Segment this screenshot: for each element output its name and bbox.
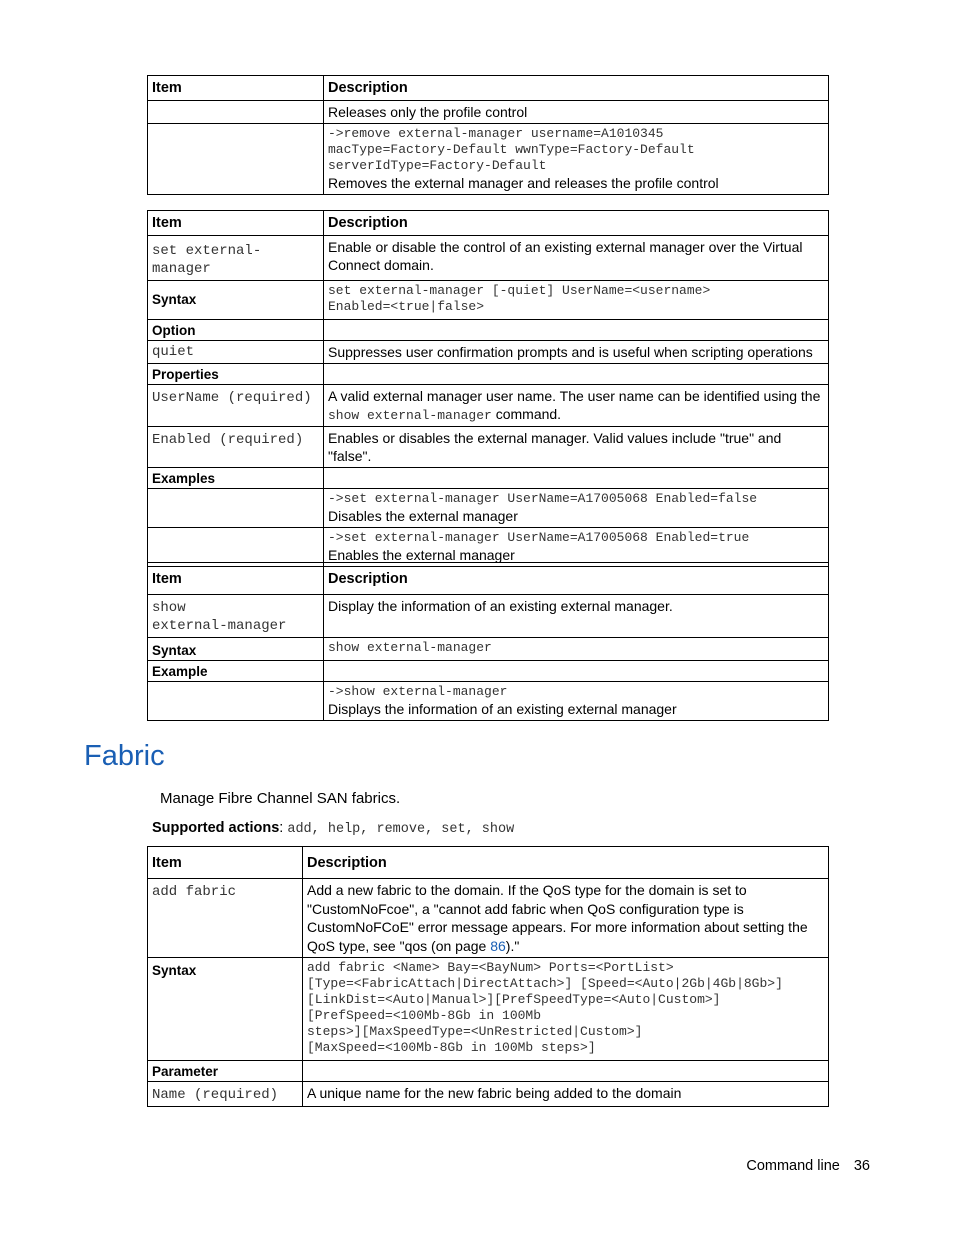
- empty-cell: [324, 468, 829, 489]
- table-row: [148, 638, 829, 661]
- syntax-cell: [324, 638, 829, 661]
- property-description: [324, 385, 829, 427]
- supported-actions-label: Supported actions: [152, 820, 280, 836]
- command-name: add fabric: [148, 879, 303, 958]
- command-description-text: ).": [505, 937, 520, 954]
- footer-section: Command line: [746, 1158, 840, 1174]
- table-row: [148, 661, 829, 682]
- page-footer: [746, 1158, 870, 1174]
- properties-label: Properties: [148, 364, 324, 385]
- table-row: [148, 489, 829, 528]
- table-row: [148, 281, 829, 320]
- example-description: Displays the information of an existing external manager: [328, 701, 677, 717]
- header-item: Item: [148, 211, 324, 236]
- property-name: UserName (required): [148, 385, 324, 427]
- option-description: Suppresses user confirmation prompts and is useful when scripting operations: [324, 341, 829, 364]
- syntax-code: set external-manager [-quiet] UserName=<username> Enabled=<true|false>: [328, 283, 711, 314]
- syntax-label: Syntax: [148, 958, 303, 1061]
- parameter-name: Name (required): [148, 1082, 303, 1107]
- example-cell: [324, 489, 829, 528]
- section-title: Fabric: [84, 740, 165, 772]
- example-code: ->show external-manager: [328, 684, 508, 699]
- command-description: [303, 879, 829, 958]
- command-name: show external-manager: [148, 595, 324, 638]
- supported-actions: [152, 820, 514, 837]
- header-item: Item: [148, 847, 303, 879]
- examples-label: Examples: [148, 468, 324, 489]
- syntax-label: Syntax: [148, 638, 324, 661]
- header-item: Item: [148, 563, 324, 595]
- table-row: [148, 1061, 829, 1082]
- table-row: [148, 101, 829, 124]
- table-header-row: [148, 76, 829, 101]
- example-description: Enables the external manager: [328, 547, 515, 563]
- row-description: [324, 124, 829, 195]
- table-row: [148, 320, 829, 341]
- page-link[interactable]: 86: [490, 937, 506, 954]
- empty-cell: [303, 1061, 829, 1082]
- table-row: [148, 236, 829, 281]
- table-row: [148, 682, 829, 721]
- property-description: Enables or disables the external manager. Valid values include "true" and "false".: [324, 427, 829, 468]
- row-item: [148, 124, 324, 195]
- table-row: [148, 595, 829, 638]
- table-row: [148, 958, 829, 1061]
- property-name: Enabled (required): [148, 427, 324, 468]
- empty-cell: [148, 528, 324, 567]
- table-row: [148, 341, 829, 364]
- command-name: set external-manager: [148, 236, 324, 281]
- parameter-description: A unique name for the new fabric being added to the domain: [303, 1082, 829, 1107]
- example-description: Removes the external manager and releases the profile control: [328, 175, 719, 191]
- row-description: Releases only the profile control: [324, 101, 829, 124]
- syntax-code: add fabric <Name> Bay=<BayNum> Ports=<PortList> [Type=<FabricAttach|DirectAttach>] [Speed=<Auto|2Gb|4Gb|8Gb>] [LinkDist=<Auto|Manual>][PrefSpeedType=<Auto|Custom>] [PrefSpeed=<100Mb-8Gb in 100Mb steps>][MaxSpeedType=<UnRestricted|Custom>] [MaxSpeed=<100Mb-8Gb in 100Mb steps>]: [307, 960, 783, 1055]
- supported-actions-separator: :: [279, 820, 288, 836]
- set-external-manager-table: [147, 210, 829, 567]
- syntax-cell: [303, 958, 829, 1061]
- header-description: Description: [324, 211, 829, 236]
- property-description-text: A valid external manager user name. The user name can be identified using the: [328, 388, 821, 404]
- empty-cell: [324, 320, 829, 341]
- header-item: Item: [148, 76, 324, 101]
- table-row: [148, 468, 829, 489]
- empty-cell: [148, 682, 324, 721]
- add-fabric-table: [147, 846, 829, 1107]
- show-external-manager-table: [147, 562, 829, 721]
- table-row: [148, 427, 829, 468]
- inline-command: show external-manager: [328, 408, 492, 423]
- table-row: [148, 1082, 829, 1107]
- example-code: ->remove external-manager username=A1010345 macType=Factory-Default wwnType=Factory-Default serverIdType=Factory-Default: [328, 126, 695, 173]
- empty-cell: [148, 489, 324, 528]
- command-description-text: Add a new fabric to the domain. If the QoS type for the domain is set to "CustomNoFcoe", a "cannot add fabric when QoS configuration type is CustomNoFCoE" error message appears. For more information about setting the QoS type, see "qos (on page: [307, 882, 808, 954]
- remove-external-manager-table: [147, 75, 829, 195]
- table-header-row: [148, 563, 829, 595]
- section-intro: Manage Fibre Channel SAN fabrics.: [160, 790, 401, 807]
- row-item: [148, 101, 324, 124]
- option-label: Option: [148, 320, 324, 341]
- header-description: Description: [324, 76, 829, 101]
- example-code: ->set external-manager UserName=A17005068 Enabled=false: [328, 491, 758, 506]
- syntax-cell: [324, 281, 829, 320]
- header-description: Description: [324, 563, 829, 595]
- example-cell: [324, 682, 829, 721]
- table-row: [148, 124, 829, 195]
- example-cell: [324, 528, 829, 567]
- table-row: [148, 364, 829, 385]
- table-row: [148, 879, 829, 958]
- example-label: Example: [148, 661, 324, 682]
- parameter-label: Parameter: [148, 1061, 303, 1082]
- syntax-label: Syntax: [148, 281, 324, 320]
- option-name: quiet: [148, 341, 324, 364]
- table-row: [148, 528, 829, 567]
- command-description: Enable or disable the control of an existing external manager over the Virtual Connect domain.: [324, 236, 829, 281]
- table-row: [148, 385, 829, 427]
- supported-actions-values: add, help, remove, set, show: [287, 822, 515, 837]
- example-code: ->set external-manager UserName=A17005068 Enabled=true: [328, 530, 750, 545]
- property-description-text: command.: [491, 406, 562, 422]
- empty-cell: [324, 661, 829, 682]
- syntax-code: show external-manager: [328, 640, 492, 655]
- table-header-row: [148, 211, 829, 236]
- table-header-row: [148, 847, 829, 879]
- empty-cell: [324, 364, 829, 385]
- header-description: Description: [303, 847, 829, 879]
- page-number: 36: [853, 1158, 870, 1174]
- example-description: Disables the external manager: [328, 508, 518, 524]
- command-description: Display the information of an existing external manager.: [324, 595, 829, 638]
